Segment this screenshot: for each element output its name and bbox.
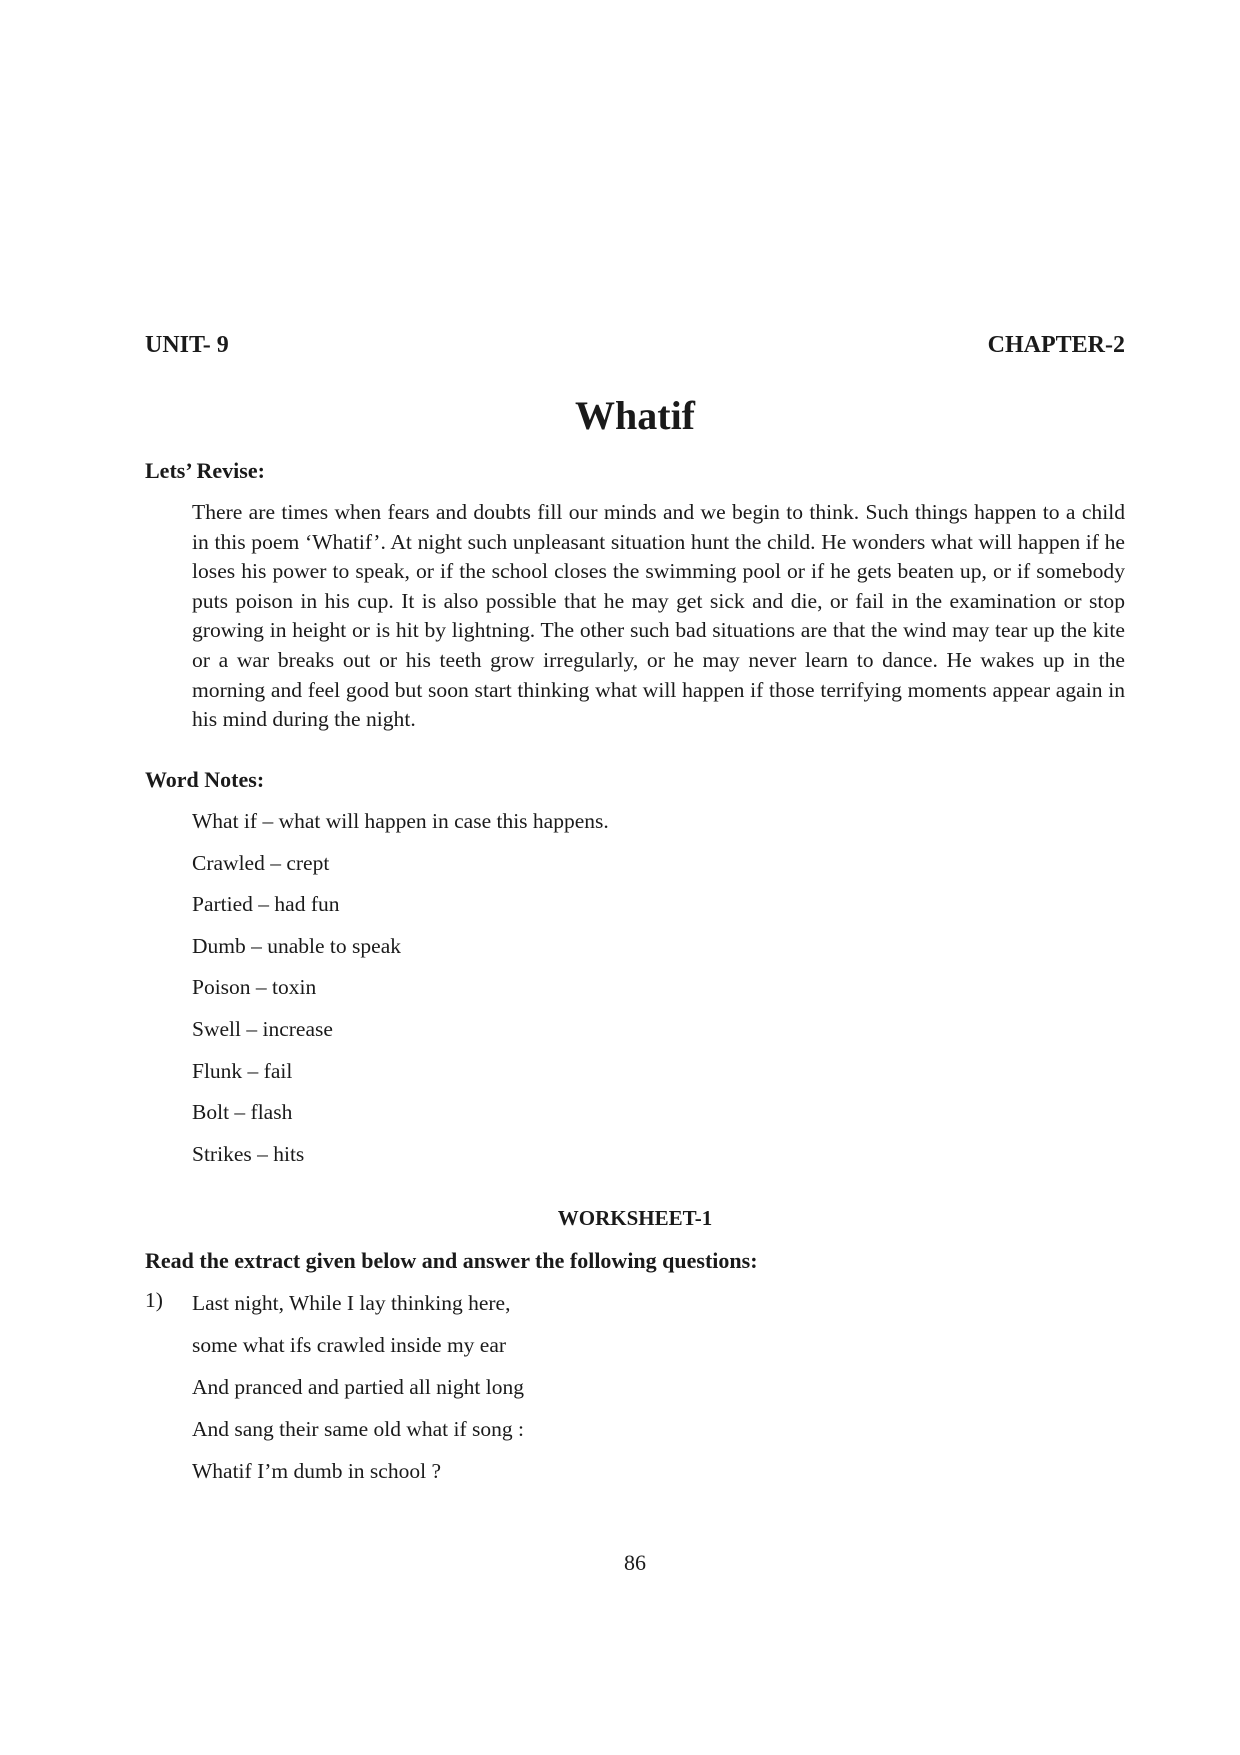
lets-revise-heading: Lets’ Revise:: [145, 458, 265, 483]
extract-line: And pranced and partied all night long: [192, 1375, 524, 1399]
word-note-item: Strikes – hits: [192, 1141, 305, 1166]
extract-line: Whatif I’m dumb in school ?: [192, 1459, 441, 1483]
unit-label: UNIT- 9: [145, 332, 229, 358]
chapter-label: CHAPTER-2: [987, 332, 1125, 358]
word-notes-list: [192, 806, 609, 1180]
summary-paragraph: There are times when fears and doubts fill our minds and we begin to think. Such things happen to a child in this poem ‘Whatif’. At night such unpleasant situation hunt the child. He wonders what will happen if he loses his power to speak, or if the school closes the swimming pool or if he gets beaten up, or if somebody puts poison in his cup. It is also possible that he may get sick and die, or fail in the examination or stop growing in height or is hit by lightning. The other such bad situations are that the wind may tear up the kite or a war breaks out or his teeth grow irregularly, or he may never learn to dance. He wakes up in the morning and feel good but soon start thinking what will happen if those terrifying moments appear again in his mind during the night.: [192, 500, 1125, 732]
word-note-item: Swell – increase: [192, 1016, 333, 1041]
word-note-item: Flunk – fail: [192, 1058, 293, 1083]
word-note-item: Dumb – unable to speak: [192, 933, 401, 958]
word-note-item: Bolt – flash: [192, 1100, 293, 1125]
worksheet-heading: WORKSHEET-1: [557, 1206, 713, 1230]
word-note-item: What if – what will happen in case this happens.: [192, 809, 609, 833]
extract-line: And sang their same old what if song :: [192, 1417, 525, 1441]
word-note-item: Crawled – crept: [192, 850, 330, 875]
page-title: Whatif: [575, 393, 695, 438]
extract-line: some what ifs crawled inside my ear: [192, 1333, 507, 1357]
poem-extract: [192, 1288, 524, 1498]
question-number: 1): [145, 1288, 163, 1312]
word-note-item: Partied – had fun: [192, 892, 340, 917]
worksheet-instruction: Read the extract given below and answer the following questions:: [145, 1248, 758, 1273]
extract-line: Last night, While I lay thinking here,: [192, 1291, 511, 1315]
page-number: 86: [624, 1550, 646, 1575]
word-notes-heading: Word Notes:: [145, 767, 265, 792]
word-note-item: Poison – toxin: [192, 975, 317, 1000]
page-header: [145, 332, 1125, 366]
